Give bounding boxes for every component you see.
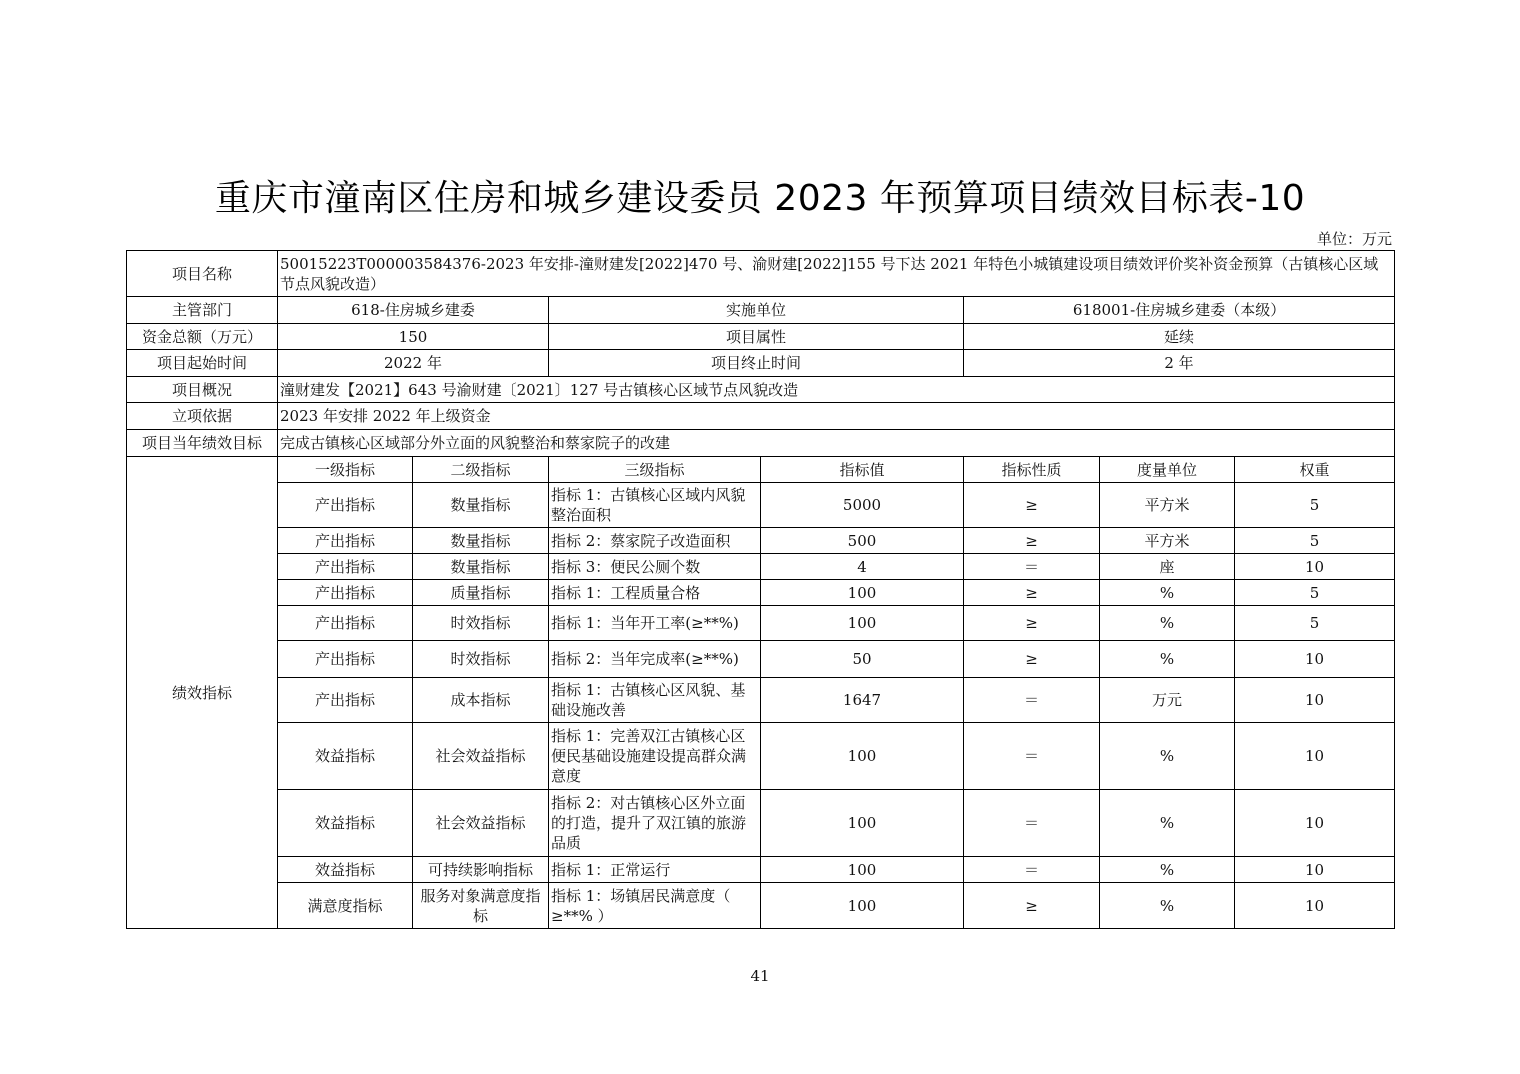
cell-weight: 5 (1235, 483, 1395, 528)
cell-level3: 指标 1：场镇居民满意度（ ≥**% ） (549, 883, 761, 929)
cell-nature: ≥ (964, 883, 1100, 929)
cell-level1: 产出指标 (278, 554, 413, 580)
cell-level2: 时效指标 (413, 641, 549, 678)
cell-value: 100 (761, 857, 964, 883)
goal-value: 完成古镇核心区域部分外立面的风貌整治和蔡家院子的改建 (278, 430, 1395, 457)
perf-section-label: 绩效指标 (127, 457, 278, 929)
attr-label: 项目属性 (549, 324, 964, 350)
cell-nature: ≥ (964, 580, 1100, 606)
header-nature: 指标性质 (964, 457, 1100, 483)
cell-nature: ≥ (964, 606, 1100, 641)
cell-level3: 指标 1：正常运行 (549, 857, 761, 883)
cell-value: 4 (761, 554, 964, 580)
project-name-value: 50015223T000003584376-2023 年安排-潼财建发[2022]470 号、渝财建[2022]155 号下达 2021 年特色小城镇建设项目绩效评价奖补资金预算（古镇核心区域节点风貌改造） (278, 251, 1395, 297)
cell-value: 100 (761, 883, 964, 929)
dept-label: 主管部门 (127, 297, 278, 324)
cell-value: 5000 (761, 483, 964, 528)
cell-nature: ＝ (964, 857, 1100, 883)
start-label: 项目起始时间 (127, 350, 278, 377)
cell-nature: ≥ (964, 483, 1100, 528)
cell-nature: ＝ (964, 554, 1100, 580)
cell-level1: 产出指标 (278, 528, 413, 554)
impl-value: 618001-住房城乡建委（本级） (964, 297, 1395, 324)
header-unit: 度量单位 (1100, 457, 1235, 483)
header-value: 指标值 (761, 457, 964, 483)
header-weight: 权重 (1235, 457, 1395, 483)
cell-level2: 数量指标 (413, 554, 549, 580)
cell-level1: 满意度指标 (278, 883, 413, 929)
performance-target-table (126, 250, 1395, 929)
fund-label: 资金总额（万元） (127, 324, 278, 350)
cell-weight: 5 (1235, 580, 1395, 606)
cell-unit: % (1100, 790, 1235, 857)
end-value: 2 年 (964, 350, 1395, 377)
end-label: 项目终止时间 (549, 350, 964, 377)
basis-value: 2023 年安排 2022 年上级资金 (278, 403, 1395, 430)
cell-nature: ＝ (964, 790, 1100, 857)
start-value: 2022 年 (278, 350, 549, 377)
row-department (127, 297, 1395, 324)
cell-level3: 指标 1：工程质量合格 (549, 580, 761, 606)
cell-level2: 质量指标 (413, 580, 549, 606)
header-level1: 一级指标 (278, 457, 413, 483)
cell-level3: 指标 1：古镇核心区风貌、基础设施改善 (549, 678, 761, 723)
cell-weight: 10 (1235, 857, 1395, 883)
cell-unit: 座 (1100, 554, 1235, 580)
cell-level1: 产出指标 (278, 641, 413, 678)
table-row (127, 790, 1395, 857)
cell-weight: 10 (1235, 883, 1395, 929)
table-row (127, 883, 1395, 929)
row-fund (127, 324, 1395, 350)
row-project-name (127, 251, 1395, 297)
cell-level2: 数量指标 (413, 483, 549, 528)
basis-label: 立项依据 (127, 403, 278, 430)
cell-unit: % (1100, 723, 1235, 790)
cell-weight: 10 (1235, 790, 1395, 857)
cell-level3: 指标 2：对古镇核心区外立面的打造，提升了双江镇的旅游品质 (549, 790, 761, 857)
project-name-label: 项目名称 (127, 251, 278, 297)
cell-level2: 社会效益指标 (413, 790, 549, 857)
cell-level1: 效益指标 (278, 857, 413, 883)
cell-nature: ≥ (964, 528, 1100, 554)
dept-value: 618-住房城乡建委 (278, 297, 549, 324)
cell-level1: 产出指标 (278, 483, 413, 528)
page-title: 重庆市潼南区住房和城乡建设委员 2023 年预算项目绩效目标表-10 (214, 178, 1306, 219)
cell-value: 100 (761, 723, 964, 790)
table-row (127, 528, 1395, 554)
cell-unit: % (1100, 883, 1235, 929)
header-level2: 二级指标 (413, 457, 549, 483)
cell-level1: 产出指标 (278, 606, 413, 641)
cell-value: 1647 (761, 678, 964, 723)
cell-weight: 10 (1235, 554, 1395, 580)
cell-weight: 10 (1235, 678, 1395, 723)
cell-level3: 指标 2：当年完成率(≥**%) (549, 641, 761, 678)
cell-weight: 5 (1235, 606, 1395, 641)
cell-nature: ≥ (964, 641, 1100, 678)
table-row (127, 723, 1395, 790)
cell-weight: 10 (1235, 723, 1395, 790)
table-row (127, 678, 1395, 723)
cell-unit: 平方米 (1100, 483, 1235, 528)
cell-value: 100 (761, 580, 964, 606)
cell-level2: 可持续影响指标 (413, 857, 549, 883)
cell-level3: 指标 1：完善双江古镇核心区便民基础设施建设提高群众满意度 (549, 723, 761, 790)
cell-level2: 时效指标 (413, 606, 549, 641)
cell-level1: 效益指标 (278, 723, 413, 790)
cell-level3: 指标 3：便民公厕个数 (549, 554, 761, 580)
row-time (127, 350, 1395, 377)
cell-level2: 数量指标 (413, 528, 549, 554)
unit-label: 单位：万元 (1316, 230, 1392, 248)
header-level3: 三级指标 (549, 457, 761, 483)
cell-value: 50 (761, 641, 964, 678)
cell-level1: 产出指标 (278, 678, 413, 723)
overview-label: 项目概况 (127, 377, 278, 403)
table-row (127, 554, 1395, 580)
row-overview (127, 377, 1395, 403)
cell-level2: 成本指标 (413, 678, 549, 723)
cell-level3: 指标 2：蔡家院子改造面积 (549, 528, 761, 554)
cell-unit: % (1100, 641, 1235, 678)
cell-unit: % (1100, 580, 1235, 606)
table-row (127, 606, 1395, 641)
row-goal (127, 430, 1395, 457)
cell-nature: ＝ (964, 723, 1100, 790)
cell-value: 100 (761, 606, 964, 641)
cell-nature: ＝ (964, 678, 1100, 723)
perf-header-row (127, 457, 1395, 483)
table-row (127, 580, 1395, 606)
table-row (127, 483, 1395, 528)
cell-unit: 平方米 (1100, 528, 1235, 554)
cell-level3: 指标 1：古镇核心区域内风貌整治面积 (549, 483, 761, 528)
page-number: 41 (750, 967, 770, 985)
cell-level1: 效益指标 (278, 790, 413, 857)
cell-level2: 服务对象满意度指标 (413, 883, 549, 929)
goal-label: 项目当年绩效目标 (127, 430, 278, 457)
fund-value: 150 (278, 324, 549, 350)
cell-level2: 社会效益指标 (413, 723, 549, 790)
cell-unit: % (1100, 606, 1235, 641)
cell-unit: 万元 (1100, 678, 1235, 723)
cell-value: 100 (761, 790, 964, 857)
impl-label: 实施单位 (549, 297, 964, 324)
cell-weight: 5 (1235, 528, 1395, 554)
cell-weight: 10 (1235, 641, 1395, 678)
overview-value: 潼财建发【2021】643 号渝财建〔2021〕127 号古镇核心区域节点风貌改造 (278, 377, 1395, 403)
attr-value: 延续 (964, 324, 1395, 350)
cell-unit: % (1100, 857, 1235, 883)
table-row (127, 641, 1395, 678)
cell-level1: 产出指标 (278, 580, 413, 606)
row-basis (127, 403, 1395, 430)
cell-level3: 指标 1：当年开工率(≥**%) (549, 606, 761, 641)
table-row (127, 857, 1395, 883)
cell-value: 500 (761, 528, 964, 554)
